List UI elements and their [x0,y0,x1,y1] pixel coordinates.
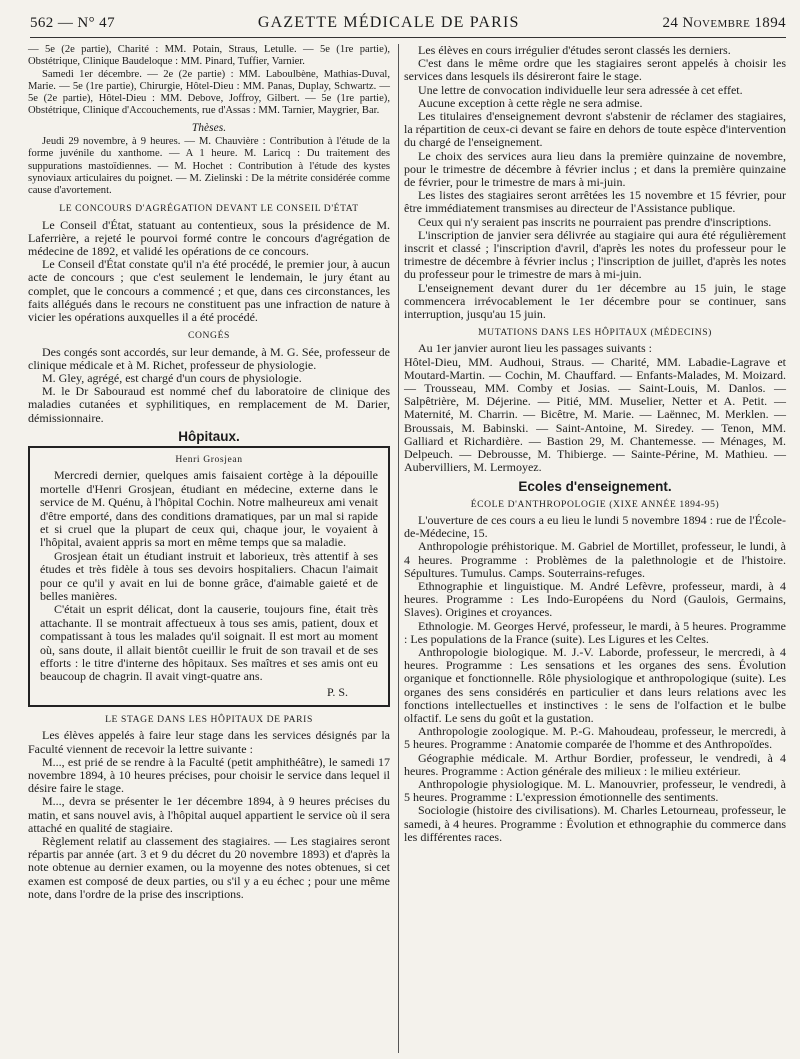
stage-heading: LE STAGE DANS LES HÔPITAUX DE PARIS [105,714,313,726]
obituary-paragraph: Grosjean était un étudiant instruit et laborieux, très attentif à ses études et très fidèle à tous ses devoirs hospitaliers. Chacun l'aimait pour ce qu'il y avait en lui de bonne grâce, d'aimable gaieté et de belles manières. [40,548,378,603]
concours-paragraph: Le Conseil d'État constate qu'il n'a été procédé, le premier jour, à aucun acte de concours ; que c'est seulement le lendemain, le jury étant au complet, que le concours a commencé ; et que, dans ces circonstances, les faits allégués dans le recours ne constituent pas une infraction de nature à vicier les opérations auxquelles il a été procédé. [28,257,390,325]
ecole-paragraph: Ethnographie et linguistique. M. André Lefèvre, professeur, mardi, à 4 heures. Programme : Les Indo-Européens du Nord (Gaulois, Germains, Slaves). Origines et croyances. [404,578,786,620]
stage-paragraph: Règlement relatif au classement des stagiaires. — Les stagiaires seront répartis par année (art. 3 et 9 du décret du 20 novembre 1893) et d'après la note obtenue au dernier examen, ou la moyenne des notes obtenues, si cet examen est composé de deux parties, ou s'il y a eu échec ; pour une même note, dans l'ordre de la prise des inscriptions. [28,834,390,901]
journal-title: GAZETTE MÉDICALE DE PARIS [257,14,520,31]
obituary-paragraph: C'était un esprit délicat, dont la causerie, toujours fine, était très attachante. Il se montrait affectueux à tous ses amis, patient, doux et compatissant à tous les malades qu'il soignait. Il est mort au moment où, sans doute, il allait bientôt cueillir le fruit de son travail et de ses efforts : le titre d'interne des hôpitaux. Ses maîtres et ses amis ont eu beaucoup de chagrin. Il avait vingt-quatre ans. [40,602,378,684]
obituary-paragraph: Mercredi dernier, quelques amis faisaient cortège à la dépouille mortelle d'Henri Grosjean, étudiant en médecine, externe dans le service de M. Quénu, à l'hôpital Cochin. Notre malheureux ami venait d'être emporté, dans des conditions dramatiques, par un mal si rapide et si cruel que la plupart de ceux qui, chaque jour, le voyaient à l'hôpital, avaient appris sa mort en même temps que sa maladie. [40,468,378,550]
column-separator [398,44,399,1053]
ecole-paragraph: Anthropologie zoologique. M. P.-G. Mahoudeau, professeur, le mercredi, à 5 heures. Programme : Anatomie comparée de l'homme et des Anthropoïdes. [404,724,786,752]
issue-date: 24 Novembre 1894 [662,15,786,31]
theses-text: Jeudi 29 novembre, à 9 heures. — M. Chauvière : Contribution à l'étude de la forme juvénile du xanthome. — A 1 heure. M. Laricq : Du traitement des suppurations mastoïdiennes. — M. Hochet : Contribution à l'étude des kystes synoviaux articulaires du poignet. — M. Zielinski : De la métrite considérée comme cause d'avortement. [28,135,390,197]
page-header [30,14,786,36]
page-number: 562 — N° 47 [30,15,115,31]
conges-paragraph: Des congés sont accordés, sur leur demande, à M. G. Sée, professeur de clinique médicale et à M. Richet, professeur de physiologie. [28,344,390,372]
stage-paragraph: Les élèves en cours irrégulier d'études seront classés les derniers. [418,43,731,57]
stage-paragraph: Les listes des stagiaires seront arrêtées les 15 novembre et 15 février, pour être immédiatement transmises au directeur de l'Assistance publique. [404,188,786,216]
obituary-signature: P. S. [326,684,348,699]
conges-paragraph: M. Gley, agrégé, est chargé d'un cours de physiologie. [42,370,302,385]
stage-paragraph: M..., est prié de se rendre à la Faculté (petit amphithéâtre), le samedi 17 novembre 1894, à 10 heures précises, pour choisir le service dans lequel il désire faire le stage. [28,754,390,796]
stage-paragraph: L'enseignement devant durer du 1er décembre au 15 juin, le stage commencera irrévocablement le 1er décembre pour se continuer, sans interruption, jusqu'au 15 juin. [404,280,786,322]
stage-paragraph: Ceux qui n'y seraient pas inscrits ne pourraient pas prendre d'inscriptions. [418,214,772,229]
hopitaux-heading: Hôpitaux. [178,428,240,444]
exam-paragraph: Samedi 1er décembre. — 2e (2e partie) : MM. Laboulbène, Mathias-Duval, Marie. — 5e (1re partie), Chirurgie, Hôtel-Dieu : MM. Panas, Duplay, Schwartz. — 5e (2e partie), Hôtel-Dieu : MM. Debove, Joffroy, Gilbert. — 5e (1re partie), Obstétrique, Clinique d'Accouchements, rue d'Assas : MM. Tarnier, Maygrier, Bar. [28,68,390,117]
obituary-heading: Henri Grosjean [175,453,243,465]
ecoles-heading: Ecoles d'enseignement. [518,478,672,494]
stage-paragraph: Les élèves appelés à faire leur stage dans les services désignés par la Faculté viennent de recevoir la lettre suivante : [28,728,390,756]
concours-heading: LE CONCOURS D'AGRÉGATION DEVANT LE CONSEIL D'ÉTAT [59,203,359,215]
stage-paragraph: Aucune exception à cette règle ne sera admise. [418,95,643,110]
ecole-paragraph: Géographie médicale. M. Arthur Bordier, professeur, le vendredi, à 4 heures. Programme : Action générale des milieux : le milieu extérieur. [404,750,786,778]
stage-paragraph: Une lettre de convocation individuelle leur sera adressée à cet effet. [418,82,743,97]
stage-paragraph: C'est dans le même ordre que les stagiaires seront appelés à choisir les services dans lesquels ils désireront faire le stage. [404,56,786,84]
theses-heading: Thèses. [191,121,227,134]
right-column [404,44,786,844]
ecole-paragraph: Anthropologie physiologique. M. L. Manouvrier, professeur, le vendredi, à 5 heures. Programme : L'expression émotionnelle des sentiments. [404,776,786,805]
ecole-paragraph: Sociologie (histoire des civilisations). M. Charles Letourneau, professeur, le samedi, à 4 heures. Programme : Évolution et ethnographie du commerce dans les différentes races. [404,803,786,844]
ecole-paragraph: L'ouverture de ces cours a eu lieu le lundi 5 novembre 1894 : rue de l'École-de-Médecine, 15. [404,512,786,541]
mutations-text: Hôtel-Dieu, MM. Audhoui, Straus. — Charité, MM. Labadie-Lagrave et Moutard-Martin. — Cochin, M. Chauffard. — Enfants-Malades, M. Moizard. — Trousseau, MM. Comby et Josias. — Saint-Louis, M. Danlos. — Salpêtrière, M. Déjerine. — Pitié, MM. Muselier, Netter et A. Petit. — Maternité, M. Charrin. — Bicêtre, M. Marie. — Laënnec, M. Merklen. — Broussais, M. Babinski. — Saint-Antoine, M. Siredey. — Tenon, MM. Galliard et Richardière. — Bastion 29, M. Chantemesse. — Ménages, M. Delpeuch. — Debrousse, M. Thibierge. — Sainte-Périne, M. Mathieu. — Aubervilliers, M. Lermoyez. [404,354,786,475]
ecole-paragraph: Anthropologie préhistorique. M. Gabriel de Mortillet, professeur, le lundi, à 4 heures. Programme : Problèmes de la palethnologie et de l'histoire. Sépultures. Tumulus. Camps. Souterrains-refuges. [404,539,786,580]
obituary-box [28,446,390,707]
exam-paragraph: — 5e (2e partie), Charité : MM. Potain, Straus, Letulle. — 5e (1re partie), Obstétrique, Clinique Baudeloque : MM. Pinard, Tuffier, Varnier. [28,44,390,68]
stage-paragraph: Les titulaires d'enseignement devront s'abstenir de réclamer des stagiaires, la répartition de ceux-ci devant se faire en dehors de toute espèce d'intervention du chargé de l'enseignement. [404,109,786,150]
conges-heading: CONGÉS [188,330,230,342]
stage-paragraph: M..., devra se présenter le 1er décembre 1894, à 9 heures précises du matin, et sans nouvel avis, à l'hôpital auquel appartient le service où il sera attaché en qualité de stagiaire. [28,794,390,835]
left-column [28,44,390,901]
stage-paragraph: Le choix des services aura lieu dans la première quinzaine de novembre, pour le trimestre de décembre à février inclus ; et dans la première quinzaine de février, pour le trimestre de mars à mi-juin. [404,148,786,190]
concours-paragraph: Le Conseil d'État, statuant au contentieux, sous la présidence de M. Laferrière, a rejeté le pourvoi formé contre le concours d'agrégation de médecine de 1892, et validé les opérations de ce concours. [28,217,390,259]
stage-paragraph: L'inscription de janvier sera délivrée au stagiaire qui aura été régulièrement inscrit et classé ; l'inscription d'avril, d'après les notes du professeur pour le trimestre de décembre à février inclus ; l'inscription de juillet, d'après les notes du professeur pour le trimestre de mars à mi-juin. [404,227,786,282]
ecole-paragraph: Anthropologie biologique. M. J.-V. Laborde, professeur, le mercredi, à 4 heures. Programme : Les sensations et les organes des sens. Évolution organique et fonctionnelle. Rôle physiologique et anthropologique (suite). Les organes des sens considérés en particulier et dans leurs relations avec les fonctions intellectuelles et instinctives : le sens de l'olfaction et le bulbe olfactif. Le sens du goût et la gustation. [404,644,786,725]
mutations-heading: MUTATIONS DANS LES HÔPITAUX (MÉDECINS) [478,327,712,339]
mutations-intro: Au 1er janvier auront lieu les passages suivants : [418,341,652,356]
header-rule [30,37,786,38]
ecole-anthropologie-heading: ÉCOLE D'ANTHROPOLOGIE (XIXE ANNÉE 1894-95) [470,498,720,510]
ecole-paragraph: Ethnologie. M. Georges Hervé, professeur, le mardi, à 5 heures. Programme : Les populations de la France (suite). Les Ligures et les Celtes. [404,618,786,646]
conges-paragraph: M. le Dr Sabouraud est nommé chef du laboratoire de clinique des maladies cutanées et syphilitiques, en remplacement de M. Darier, démissionnaire. [28,384,390,425]
